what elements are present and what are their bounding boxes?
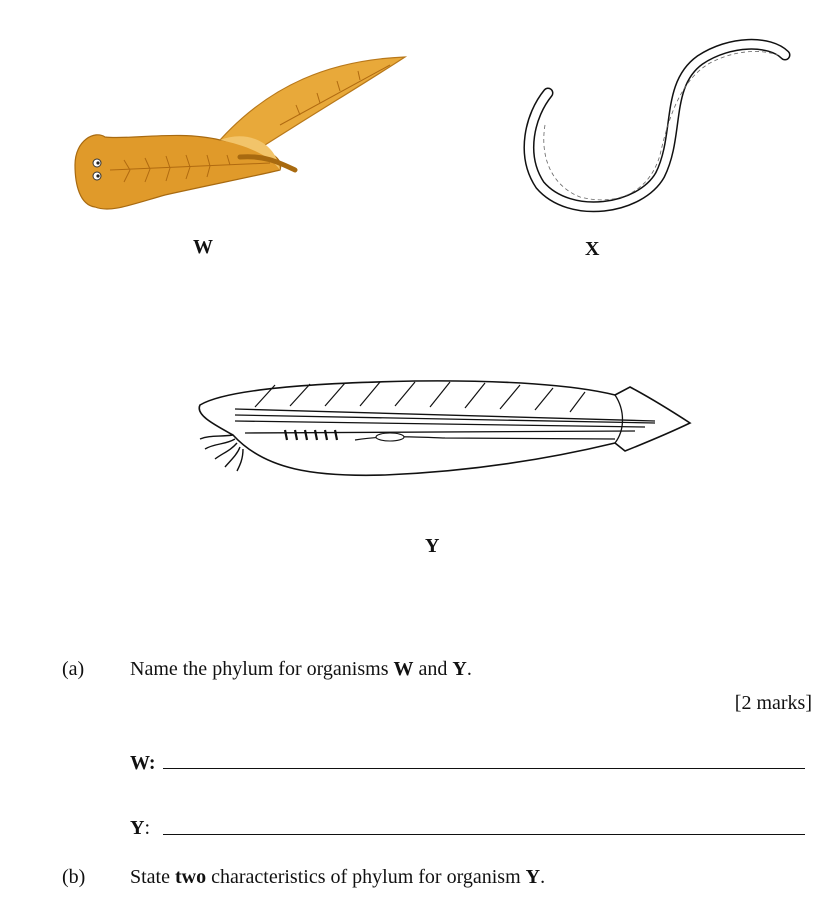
question-a-text: Name the phylum for organisms W and Y.	[130, 658, 472, 680]
roundworm-figure-x	[510, 25, 800, 220]
answer-w-label: W:	[130, 752, 156, 774]
question-a-number: (a)	[62, 658, 85, 680]
question-a-marks: [2 marks]	[734, 692, 812, 714]
answer-y-label: Y:	[130, 817, 151, 839]
question-b-number: (b)	[62, 866, 86, 888]
figure-label-w: W	[193, 236, 213, 258]
lancelet-figure-y	[185, 375, 700, 485]
answer-w-line[interactable]	[163, 768, 805, 769]
answer-y-line[interactable]	[163, 834, 805, 835]
question-b-text: State two characteristics of phylum for organism Y.	[130, 866, 546, 888]
flatworm-figure-w	[70, 45, 410, 220]
figure-label-y: Y	[425, 535, 440, 557]
figure-label-x: X	[585, 238, 600, 260]
